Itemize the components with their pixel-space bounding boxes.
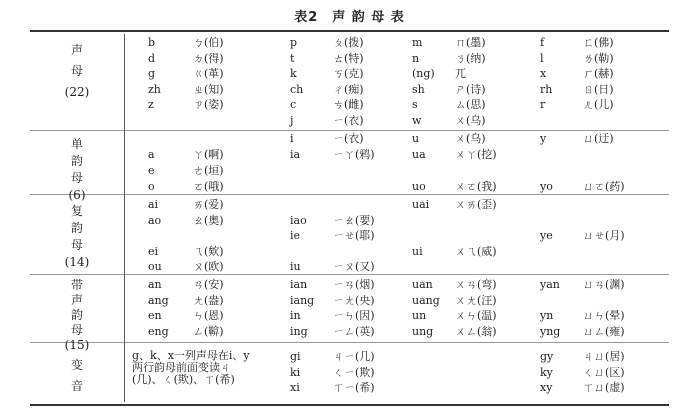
nasal-finals-latin-cell: in: [290, 309, 301, 322]
variant-note: g、k、x一列声母在i、y两行韵母前面变读ㄐ(几)、ㄑ(欺)、ㄒ(希): [132, 349, 250, 386]
category-label-line: (15): [64, 338, 90, 352]
compound-finals-zhuyin-cell: ㄧㄠ(要): [333, 213, 375, 227]
nasal-finals-latin-cell: ian: [290, 278, 308, 291]
simple-finals-latin-cell: ia: [290, 148, 301, 161]
category-label-line: 韵: [70, 308, 83, 322]
compound-finals-latin-cell: ye: [540, 229, 553, 242]
simple-finals-zhuyin-cell: ㄧ(衣): [333, 132, 364, 145]
category-label-line: 复: [70, 204, 83, 218]
category-label-line: 母: [70, 64, 83, 78]
category-label-compound-finals: [30, 203, 124, 271]
initials-latin-cell: (ng): [412, 67, 435, 80]
category-label-line: 韵: [70, 221, 83, 235]
compound-finals-zhuyin-cell: ㄟ(欸): [193, 244, 224, 258]
initials-zhuyin-cell: ㄖ(日): [583, 82, 614, 96]
variant-latin-cell: xy: [540, 381, 553, 394]
initials-zhuyin-cell: ㄏ(赫): [583, 67, 614, 80]
category-label-line: 韵: [70, 154, 83, 168]
simple-finals-zhuyin-cell: ㄨㄛ(我): [455, 180, 497, 193]
category-label-line: 母: [70, 323, 83, 337]
initials-latin-cell: k: [290, 67, 297, 80]
initials-zhuyin-cell: ㄦ(儿): [583, 98, 614, 111]
simple-finals-zhuyin-cell: ㄚ(啊): [193, 148, 224, 161]
section-divider: [30, 274, 669, 275]
nasal-finals-zhuyin-cell: ㄩㄥ(雍): [583, 324, 625, 338]
category-label-line: 声: [70, 43, 83, 57]
table-top-rule: [30, 30, 669, 32]
simple-finals-zhuyin-cell: ㄨㄚ(挖): [455, 148, 497, 161]
nasal-finals-zhuyin-cell: ㄧㄥ(英): [333, 324, 375, 338]
table-bottom-rule: [30, 404, 669, 406]
initials-zhuyin-cell: ㄔ(痴): [333, 82, 364, 96]
initials-zhuyin-cell: ㄙ(思): [455, 98, 486, 111]
compound-finals-latin-cell: ao: [148, 213, 162, 227]
nasal-finals-latin-cell: an: [148, 278, 162, 291]
category-label-initials: [30, 40, 124, 103]
nasal-finals-latin-cell: yn: [540, 309, 554, 322]
simple-finals-latin-cell: a: [148, 148, 155, 161]
initials-latin-cell: r: [540, 98, 546, 111]
initials-zhuyin-cell: ㄌ(勒): [583, 51, 614, 65]
nasal-finals-zhuyin-cell: ㄧㄤ(央): [333, 293, 375, 307]
nasal-finals-zhuyin-cell: ㄨㄢ(弯): [455, 278, 497, 291]
section-divider: [30, 194, 669, 195]
simple-finals-latin-cell: o: [148, 180, 155, 193]
nasal-finals-zhuyin-cell: ㄨㄥ(翁): [455, 324, 497, 338]
nasal-finals-zhuyin-cell: ㄥ(鞥): [193, 324, 224, 338]
category-label-line: 变: [70, 358, 83, 372]
compound-finals-latin-cell: ie: [290, 229, 301, 242]
compound-finals-zhuyin-cell: ㄞ(爱): [193, 198, 224, 211]
nasal-finals-zhuyin-cell: ㄢ(安): [193, 278, 224, 291]
initials-zhuyin-cell: ㄅ(伯): [193, 36, 224, 49]
initials-zhuyin-cell: ㄆ(拨): [333, 36, 364, 49]
initials-latin-cell: z: [148, 98, 154, 111]
simple-finals-zhuyin-cell: ㄛ(哦): [193, 180, 224, 193]
nasal-finals-latin-cell: ung: [412, 324, 434, 338]
initials-zhuyin-cell: ㄎ(克): [333, 67, 364, 80]
initials-latin-cell: f: [540, 36, 545, 49]
nasal-finals-zhuyin-cell: ㄨㄣ(温): [455, 309, 497, 322]
initials-zhuyin-cell: ㄇ(墨): [455, 36, 486, 49]
simple-finals-zhuyin-cell: ㄜ(垣): [193, 164, 224, 177]
nasal-finals-latin-cell: yng: [540, 324, 561, 338]
nasal-finals-zhuyin-cell: ㄤ(盎): [193, 293, 224, 307]
initials-latin-cell: g: [148, 67, 156, 80]
initials-latin-cell: t: [290, 51, 295, 65]
category-label-line: 单: [70, 137, 83, 151]
simple-finals-latin-cell: e: [148, 164, 155, 177]
simple-finals-zhuyin-cell: ㄩ(迂): [583, 132, 614, 145]
nasal-finals-latin-cell: ing: [290, 324, 308, 338]
initials-zhuyin-cell: ㄨ(乌): [455, 113, 486, 127]
compound-finals-zhuyin-cell: ㄧㄡ(又): [333, 260, 375, 273]
initials-zhuyin-cell: ㄋ(纳): [455, 51, 486, 65]
initials-zhuyin-cell: ㄘ(雌): [333, 98, 364, 111]
compound-finals-latin-cell: iao: [290, 213, 307, 227]
nasal-finals-latin-cell: eng: [148, 324, 169, 338]
category-label-simple-finals: [30, 136, 124, 204]
compound-finals-latin-cell: uai: [412, 198, 430, 211]
simple-finals-latin-cell: i: [290, 132, 294, 145]
variant-zhuyin-cell: ㄒㄩ(虚): [583, 381, 625, 394]
category-label-line: (22): [64, 85, 90, 99]
variant-zhuyin-cell: ㄐㄧ(几): [333, 350, 375, 363]
section-divider: [30, 130, 669, 131]
simple-finals-latin-cell: y: [540, 132, 547, 145]
category-label-line: 母: [70, 171, 83, 185]
initials-zhuyin-cell: ㄈ(佛): [583, 36, 614, 49]
category-label-line: 声: [70, 293, 83, 307]
nasal-finals-latin-cell: uan: [412, 278, 433, 291]
initials-latin-cell: l: [540, 51, 544, 65]
nasal-finals-zhuyin-cell: ㄨㄤ(汪): [455, 293, 497, 307]
compound-finals-zhuyin-cell: ㄡ(欧): [193, 260, 224, 273]
initials-latin-cell: zh: [148, 82, 161, 96]
category-label-line: 母: [70, 238, 83, 252]
initials-zhuyin-cell: ㄓ(知): [193, 82, 224, 96]
category-label-variant: [30, 355, 124, 397]
initials-latin-cell: d: [148, 51, 156, 65]
initials-latin-cell: x: [540, 67, 547, 80]
initials-latin-cell: w: [412, 113, 422, 127]
initials-latin-cell: sh: [412, 82, 425, 96]
category-label-line: 音: [70, 379, 83, 393]
nasal-finals-zhuyin-cell: ㄧㄣ(因): [333, 309, 375, 322]
initials-latin-cell: rh: [540, 82, 553, 96]
initials-latin-cell: ch: [290, 82, 304, 96]
initials-zhuyin-cell: ㄉ(得): [193, 51, 224, 65]
simple-finals-zhuyin-cell: ㄨ(乌): [455, 132, 486, 145]
category-label-line: (6): [68, 188, 86, 202]
compound-finals-zhuyin-cell: ㄩㄝ(月): [583, 229, 625, 242]
variant-latin-cell: xi: [290, 381, 300, 394]
compound-finals-latin-cell: iu: [290, 260, 301, 273]
variant-latin-cell: gy: [540, 350, 554, 363]
initials-zhuyin-cell: 兀: [455, 67, 466, 80]
initials-latin-cell: c: [290, 98, 297, 111]
category-label-nasal-finals: [30, 278, 124, 353]
initials-zhuyin-cell: ㄕ(诗): [455, 82, 486, 96]
variant-latin-cell: ky: [540, 365, 553, 379]
compound-finals-latin-cell: ai: [148, 198, 159, 211]
compound-finals-zhuyin-cell: ㄧㄝ(耶): [333, 229, 375, 242]
initials-zhuyin-cell: ㄧ(衣): [333, 113, 364, 127]
simple-finals-latin-cell: uo: [412, 180, 426, 193]
variant-zhuyin-cell: ㄑㄩ(区): [583, 365, 625, 379]
compound-finals-zhuyin-cell: ㄠ(奥): [193, 213, 224, 227]
nasal-finals-latin-cell: yan: [540, 278, 560, 291]
variant-zhuyin-cell: ㄑㄧ(欺): [333, 365, 375, 379]
variant-latin-cell: gi: [290, 350, 301, 363]
simple-finals-latin-cell: u: [412, 132, 420, 145]
initials-zhuyin-cell: ㄗ(姿): [193, 98, 224, 111]
nasal-finals-zhuyin-cell: ㄩㄣ(晕): [583, 309, 625, 322]
initials-latin-cell: b: [148, 36, 156, 49]
section-divider: [30, 342, 669, 343]
table-title: 表2 声 韵 母 表: [294, 10, 405, 25]
category-label-line: (14): [64, 255, 90, 269]
nasal-finals-zhuyin-cell: ㄣ(恩): [193, 309, 224, 322]
nasal-finals-latin-cell: en: [148, 309, 162, 322]
nasal-finals-latin-cell: ang: [148, 293, 169, 307]
variant-latin-cell: ki: [290, 365, 301, 379]
compound-finals-zhuyin-cell: ㄨㄟ(威): [455, 244, 497, 258]
initials-latin-cell: j: [290, 113, 294, 127]
category-label-line: 带: [70, 278, 83, 292]
nasal-finals-zhuyin-cell: ㄧㄢ(烟): [333, 278, 375, 291]
nasal-finals-latin-cell: uang: [412, 293, 440, 307]
initials-zhuyin-cell: ㄍ(革): [193, 67, 224, 80]
nasal-finals-latin-cell: un: [412, 309, 427, 322]
simple-finals-zhuyin-cell: ㄩㄛ(药): [583, 180, 625, 193]
initials-latin-cell: n: [412, 51, 420, 65]
variant-zhuyin-cell: ㄒㄧ(希): [333, 381, 375, 394]
compound-finals-latin-cell: ui: [412, 244, 423, 258]
simple-finals-latin-cell: yo: [540, 180, 553, 193]
initials-zhuyin-cell: ㄊ(特): [333, 51, 364, 65]
simple-finals-latin-cell: ua: [412, 148, 426, 161]
category-column-divider: [124, 34, 125, 402]
nasal-finals-latin-cell: iang: [290, 293, 315, 307]
initials-latin-cell: m: [412, 36, 423, 49]
compound-finals-latin-cell: ei: [148, 244, 159, 258]
variant-zhuyin-cell: ㄐㄩ(居): [583, 350, 625, 363]
initials-latin-cell: s: [412, 98, 418, 111]
compound-finals-latin-cell: ou: [148, 260, 162, 273]
simple-finals-zhuyin-cell: ㄧㄚ(鸦): [333, 148, 375, 161]
compound-finals-zhuyin-cell: ㄨㄞ(歪): [455, 198, 497, 211]
initials-latin-cell: p: [290, 36, 298, 49]
nasal-finals-zhuyin-cell: ㄩㄢ(渊): [583, 278, 625, 291]
